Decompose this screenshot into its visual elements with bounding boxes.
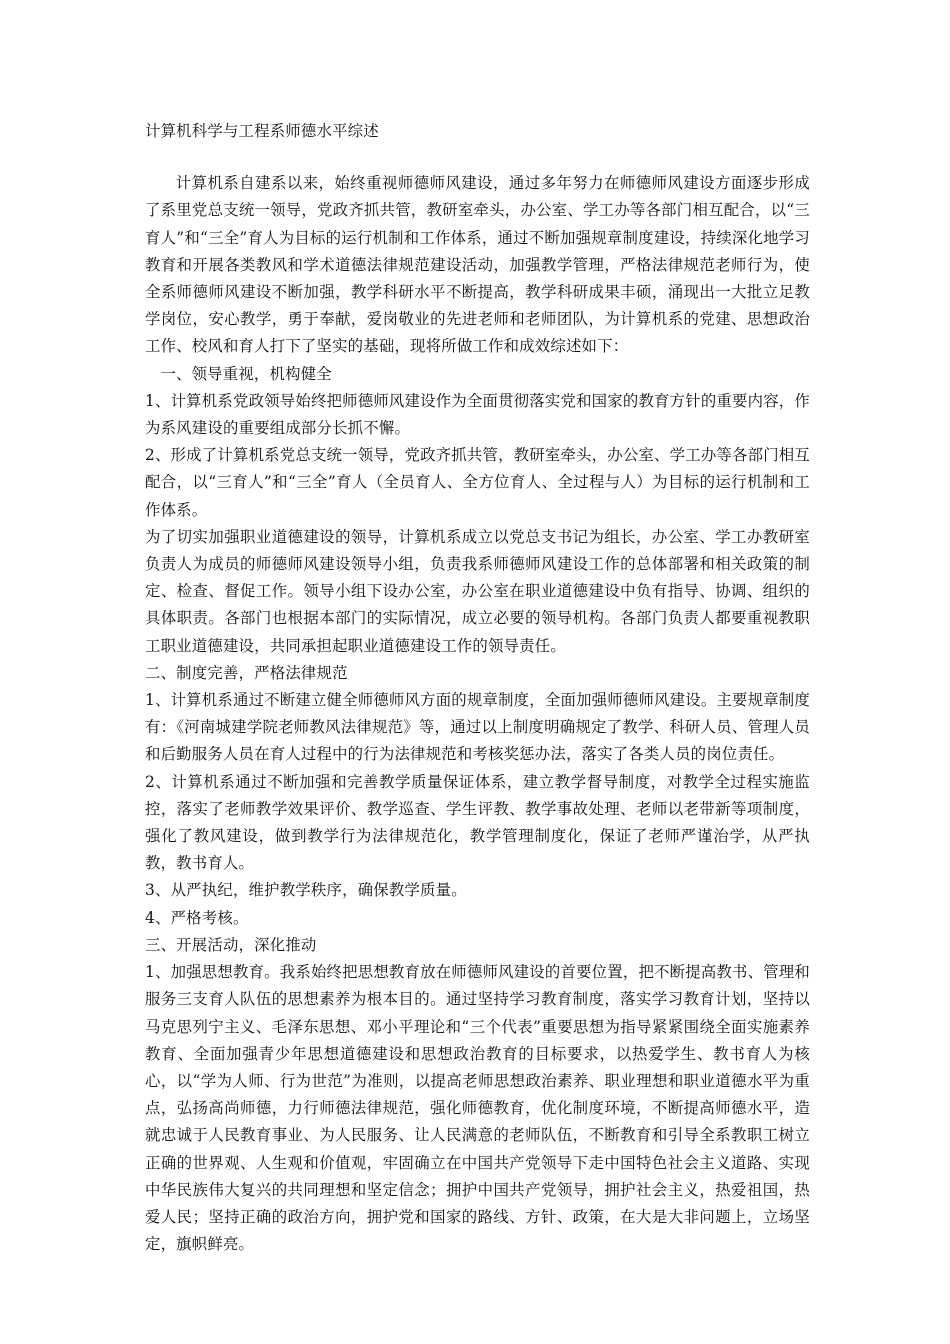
section-2-paragraph-2: 2、计算机系通过不断加强和完善教学质量保证体系，建立教学督导制度，对教学全过程实施监控，落实了老师教学效果评价、教学巡查、学生评教、教学事故处理、老师以老带新等项制度，强化了教风建设，做到教学行为法律规范化，教学管理制度化，保证了老师严谨治学，从严执教，教书育人。 <box>145 772 810 873</box>
document-title: 计算机科学与工程系师德水平综述 <box>145 122 379 140</box>
section-2-paragraph-3: 3、从严执纪，维护教学秩序，确保教学质量。 <box>145 881 467 900</box>
section-1-paragraph-1: 1、计算机系党政领导始终把师德师风建设作为全面贯彻落实党和国家的教育方针的重要内容，作为系风建设的重要组成部分长抓不懈。 <box>145 391 810 438</box>
section-1-paragraph-2: 2、形成了计算机系党总支统一领导，党政齐抓共管，教研室牵头，办公室、学工办等各部门相互配合，以“三育人”和“三全”育人（全员育人、全方位育人、全过程与人）为目标的运行机制和工作体系。 <box>145 446 810 519</box>
section-3-paragraph-1: 1、加强思想教育。我系始终把思想教育放在师德师风建设的首要位置，把不断提高教书、管理和服务三支育人队伍的思想素养为根本目的。通过坚持学习教育制度，落实学习教育计划，坚持以马克思列宁主义、毛泽东思想、邓小平理论和“三个代表”重要思想为指导紧紧围绕全面实施素养教育、全面加强青少年思想道德建设和思想政治教育的目标要求，以热爱学生、教书育人为核心，以“学为人师、行为世范”为准则，以提高老师思想政治素养、职业理想和职业道德水平为重点，弘扬高尚师德，力行师德法律规范，强化师德教育，优化制度环境，不断提高师德水平，造就忠诚于人民教育事业、为人民服务、让人民满意的老师队伍，不断教育和引导全系教职工树立正确的世界观、人生观和价值观，牢固确立在中国共产党领导下走中国特色社会主义道路、实现中华民族伟大复兴的共同理想和坚定信念；拥护中国共产党领导，拥护社会主义，热爱祖国，热爱人民；坚持正确的政治方向，拥护党和国家的路线、方针、政策，在大是大非问题上，立场坚定，旗帜鲜亮。 <box>145 963 810 1254</box>
document-page <box>145 118 810 1258</box>
section-1-heading: 一、领导重视，机构健全 <box>160 364 332 383</box>
section-3-heading: 三、开展活动，深化推动 <box>145 935 317 954</box>
intro-paragraph: 计算机系自建系以来，始终重视师德师风建设，通过多年努力在师德师风建设方面逐步形成了系里党总支统一领导，党政齐抓共管，教研室牵头，办公室、学工办等各部门相互配合，以“三育人”和“三全”育人为目标的运行机制和工作体系，通过不断加强规章制度建设，持续深化地学习教育和开展各类教风和学术道德法律规范建设活动，加强教学管理，严格法律规范老师行为，使全系师德师风建设不断加强，教学科研水平不断提高，教学科研成果丰硕，涌现出一大批立足教学岗位，安心教学，勇于奉献，爱岗敬业的先进老师和老师团队，为计算机系的党建、思想政治工作、校风和育人打下了坚实的基础，现将所做工作和成效综述如下： <box>145 174 810 356</box>
section-2-paragraph-4: 4、严格考核。 <box>145 908 249 927</box>
section-1-paragraph-3: 为了切实加强职业道德建设的领导，计算机系成立以党总支书记为组长，办公室、学工办教研室负责人为成员的师德师风建设领导小组，负责我系师德师风建设工作的总体部署和相关政策的制定、检查、督促工作。领导小组下设办公室，办公室在职业道德建设中负有指导、协调、组织的具体职责。各部门也根据本部门的实际情况，成立必要的领导机构。各部门负责人都要重视教职工职业道德建设，共同承担起职业道德建设工作的领导责任。 <box>145 527 810 655</box>
section-2-heading: 二、制度完善，严格法律规范 <box>145 663 348 682</box>
section-2-paragraph-1: 1、计算机系通过不断建立健全师德师风方面的规章制度，全面加强师德师风建设。主要规章制度有：《河南城建学院老师教风法律规范》等，通过以上制度明确规定了教学、科研人员、管理人员和后勤服务人员在育人过程中的行为法律规范和考核奖惩办法，落实了各类人员的岗位责任。 <box>145 691 810 764</box>
